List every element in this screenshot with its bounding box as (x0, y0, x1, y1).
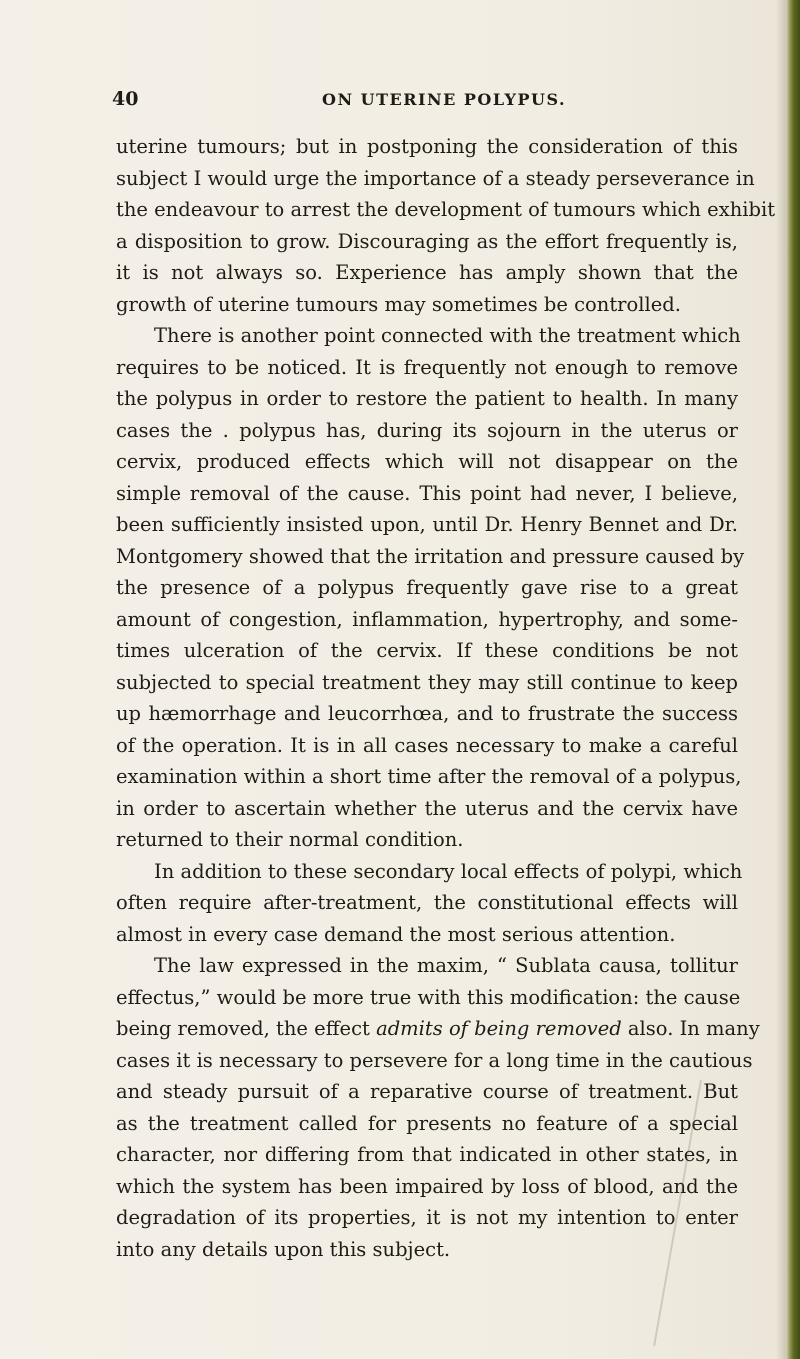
text-line: as the treatment called for presents no feature of a special (116, 1111, 738, 1135)
text-line: character, nor differing from that indicated in other states, in (116, 1143, 738, 1166)
text-line: subject I would urge the importance of a steady perseverance in (116, 166, 755, 190)
book-spine-edge (786, 0, 800, 1359)
page-number: 40 (112, 88, 139, 110)
text-line: effectus,” would be more true with this modification: the cause (116, 985, 741, 1009)
text-line: amount of congestion, inflammation, hypertrophy, and some- (116, 607, 738, 631)
italic-phrase: admits of being removed (376, 1017, 622, 1040)
spine-shadow (776, 0, 786, 1359)
text-line: into any details upon this subject. (116, 1237, 451, 1261)
text-line: examination within a short time after the removal of a polypus, (116, 765, 742, 788)
text-line: cases the . polypus has, during its sojourn in the uterus or (116, 418, 738, 442)
text-line: the presence of a polypus frequently gave rise to a great (116, 576, 738, 599)
text-line: uterine tumours; but in postponing the consideration of this (116, 135, 738, 158)
running-head: ON UTERINE POLYPUS. (322, 90, 567, 109)
text-line: of the operation. It is in all cases necessary to make a careful (116, 733, 738, 757)
text-line: in order to ascertain whether the uterus and the cervix have (116, 796, 738, 820)
text-line: the endeavour to arrest the development of tumours which exhibit (116, 198, 776, 221)
text-line: a disposition to grow. Discouraging as the effort frequently is, (116, 229, 738, 253)
text-line: the polypus in order to restore the patient to health. In many (116, 387, 738, 410)
text-line: returned to their normal condition. (116, 828, 464, 851)
text-line: and steady pursuit of a reparative course of treatment. But (116, 1080, 738, 1103)
text-line: which the system has been impaired by loss of blood, and the (116, 1174, 738, 1198)
page-header (112, 88, 752, 118)
text-line: cervix, produced effects which will not disappear on the (116, 450, 738, 473)
text-line: requires to be noticed. It is frequently not enough to remove (116, 355, 738, 379)
text-line: simple removal of the cause. This point had never, I believe, (116, 481, 738, 505)
text-line: up hæmorrhage and leucorrhœa, and to frustrate the success (116, 702, 738, 725)
text-line: being removed, the effect admits of being removed also. In many (116, 1017, 760, 1040)
text-line: There is another point connected with the treatment which (154, 324, 741, 347)
text-line: often require after-treatment, the constitutional effects will (116, 891, 738, 914)
text-line: subjected to special treatment they may still continue to keep (116, 670, 738, 694)
text-line: growth of uterine tumours may sometimes be controlled. (116, 292, 681, 316)
text-line: Montgomery showed that the irritation and pressure caused by (116, 544, 745, 568)
text-line: it is not always so. Experience has amply shown that the (116, 261, 738, 284)
text-line: almost in every case demand the most serious attention. (116, 922, 676, 946)
text-line: degradation of its properties, it is not my intention to enter (116, 1206, 738, 1229)
body-text (116, 131, 776, 1265)
text-line: times ulceration of the cervix. If these conditions be not (116, 639, 738, 662)
text-line: The law expressed in the maxim, “ Sublata causa, tollitur (154, 954, 738, 977)
text-line: been sufficiently insisted upon, until Dr. Henry Bennet and Dr. (116, 513, 738, 536)
text-line: In addition to these secondary local effects of polypi, which (154, 859, 743, 883)
text-line: cases it is necessary to persevere for a long time in the cautious (116, 1048, 753, 1072)
